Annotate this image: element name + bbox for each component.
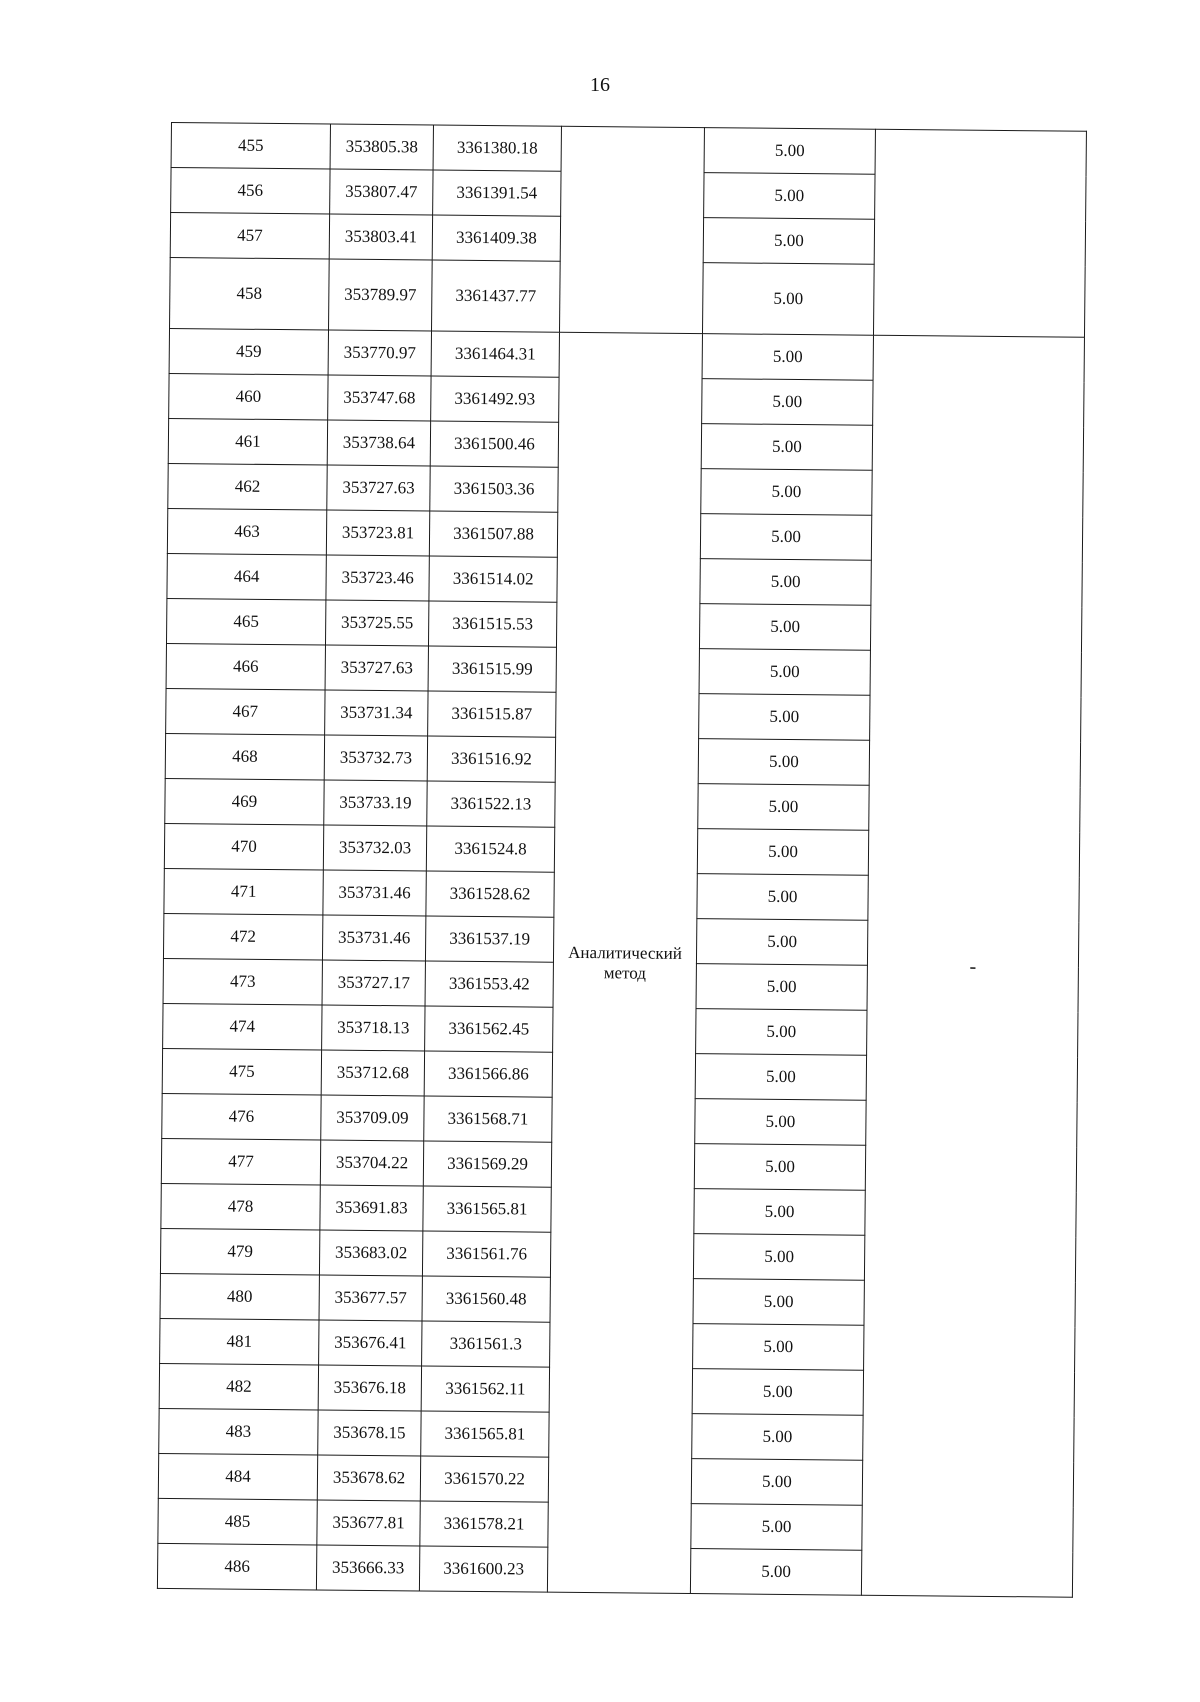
accuracy-cell: 5.00: [697, 829, 868, 876]
x-coordinate-cell: 353731.46: [323, 870, 426, 916]
accuracy-cell: 5.00: [695, 1099, 866, 1146]
x-coordinate-cell: 353718.13: [322, 1005, 425, 1051]
page-number: 16: [590, 74, 610, 96]
point-number-cell: 457: [170, 213, 329, 260]
y-coordinate-cell: 3361507.88: [429, 511, 557, 557]
accuracy-cell: 5.00: [700, 514, 871, 561]
point-number-cell: 460: [169, 373, 328, 420]
y-coordinate-cell: 3361515.99: [428, 646, 556, 692]
y-coordinate-cell: 3361514.02: [429, 556, 557, 602]
accuracy-cell: 5.00: [694, 1144, 865, 1191]
y-coordinate-cell: 3361515.87: [428, 691, 556, 737]
point-number-cell: 484: [158, 1453, 317, 1500]
point-number-cell: 459: [169, 328, 328, 375]
accuracy-cell: 5.00: [699, 649, 870, 696]
accuracy-cell: 5.00: [695, 1054, 866, 1101]
accuracy-cell: 5.00: [692, 1369, 863, 1416]
x-coordinate-cell: 353738.64: [327, 420, 430, 466]
point-number-cell: 483: [159, 1408, 318, 1455]
point-number-cell: 465: [166, 598, 325, 645]
note-cell: -: [861, 335, 1084, 1597]
point-number-cell: 463: [167, 508, 326, 555]
y-coordinate-cell: 3361503.36: [430, 466, 558, 512]
point-number-cell: 470: [164, 823, 323, 870]
point-number-cell: 482: [159, 1363, 318, 1410]
accuracy-cell: 5.00: [692, 1414, 863, 1461]
point-number-cell: 464: [167, 553, 326, 600]
y-coordinate-cell: 3361524.8: [426, 826, 554, 872]
x-coordinate-cell: 353731.34: [325, 690, 428, 736]
y-coordinate-cell: 3361560.48: [422, 1276, 550, 1322]
accuracy-cell: 5.00: [690, 1549, 861, 1596]
y-coordinate-cell: 3361600.23: [419, 1546, 547, 1592]
accuracy-cell: 5.00: [704, 173, 875, 220]
y-coordinate-cell: 3361409.38: [432, 215, 560, 261]
accuracy-cell: 5.00: [693, 1279, 864, 1326]
point-number-cell: 471: [164, 868, 323, 915]
y-coordinate-cell: 3361561.3: [422, 1321, 550, 1367]
point-number-cell: 456: [171, 168, 330, 215]
accuracy-cell: 5.00: [702, 379, 873, 426]
y-coordinate-cell: 3361380.18: [433, 125, 561, 171]
x-coordinate-cell: 353691.83: [320, 1185, 423, 1231]
y-coordinate-cell: 3361553.42: [425, 961, 553, 1007]
y-coordinate-cell: 3361561.76: [422, 1231, 550, 1277]
y-coordinate-cell: 3361522.13: [427, 781, 555, 827]
accuracy-cell: 5.00: [703, 218, 874, 265]
y-coordinate-cell: 3361570.22: [420, 1456, 548, 1502]
y-coordinate-cell: 3361562.45: [425, 1006, 553, 1052]
point-number-cell: 462: [168, 463, 327, 510]
point-number-cell: 474: [163, 1003, 322, 1050]
accuracy-cell: 5.00: [696, 919, 867, 966]
y-coordinate-cell: 3361565.81: [423, 1186, 551, 1232]
x-coordinate-cell: 353805.38: [330, 124, 433, 170]
x-coordinate-cell: 353770.97: [328, 330, 431, 376]
x-coordinate-cell: 353732.73: [324, 735, 427, 781]
x-coordinate-cell: 353725.55: [325, 600, 428, 646]
x-coordinate-cell: 353727.63: [327, 465, 430, 511]
x-coordinate-cell: 353807.47: [330, 169, 433, 215]
y-coordinate-cell: 3361516.92: [427, 736, 555, 782]
accuracy-cell: 5.00: [694, 1189, 865, 1236]
point-number-cell: 485: [158, 1498, 317, 1545]
coordinates-table-body: [157, 123, 1086, 1598]
coordinates-table: [157, 122, 1087, 1598]
x-coordinate-cell: 353709.09: [321, 1095, 424, 1141]
x-coordinate-cell: 353747.68: [328, 375, 431, 421]
accuracy-cell: 5.00: [701, 469, 872, 516]
point-number-cell: 480: [160, 1273, 319, 1320]
accuracy-cell: 5.00: [698, 784, 869, 831]
y-coordinate-cell: 3361578.21: [420, 1501, 548, 1547]
y-coordinate-cell: 3361492.93: [431, 376, 559, 422]
y-coordinate-cell: 3361566.86: [424, 1051, 552, 1097]
accuracy-cell: 5.00: [691, 1504, 862, 1551]
accuracy-cell: 5.00: [699, 694, 870, 741]
accuracy-cell: 5.00: [698, 739, 869, 786]
y-coordinate-cell: 3361464.31: [431, 331, 559, 377]
y-coordinate-cell: 3361528.62: [426, 871, 554, 917]
x-coordinate-cell: 353712.68: [321, 1050, 424, 1096]
x-coordinate-cell: 353678.62: [317, 1455, 420, 1501]
x-coordinate-cell: 353677.81: [317, 1500, 420, 1546]
accuracy-cell: 5.00: [699, 604, 870, 651]
accuracy-cell: 5.00: [691, 1459, 862, 1506]
y-coordinate-cell: 3361565.81: [421, 1411, 549, 1457]
x-coordinate-cell: 353678.15: [318, 1410, 421, 1456]
x-coordinate-cell: 353704.22: [320, 1140, 423, 1186]
accuracy-cell: 5.00: [702, 263, 874, 336]
y-coordinate-cell: 3361569.29: [423, 1141, 551, 1187]
point-number-cell: 468: [165, 733, 324, 780]
x-coordinate-cell: 353683.02: [319, 1230, 422, 1276]
note-cell: [873, 129, 1086, 337]
y-coordinate-cell: 3361391.54: [433, 170, 561, 216]
point-number-cell: 455: [171, 123, 330, 170]
accuracy-cell: 5.00: [701, 424, 872, 471]
accuracy-cell: 5.00: [704, 128, 875, 175]
accuracy-cell: 5.00: [697, 874, 868, 921]
y-coordinate-cell: 3361500.46: [430, 421, 558, 467]
y-coordinate-cell: 3361537.19: [425, 916, 553, 962]
accuracy-cell: 5.00: [696, 1009, 867, 1056]
method-cell: Аналитический метод: [547, 332, 702, 1593]
point-number-cell: 461: [168, 418, 327, 465]
x-coordinate-cell: 353677.57: [319, 1275, 422, 1321]
point-number-cell: 466: [166, 643, 325, 690]
x-coordinate-cell: 353727.17: [322, 960, 425, 1006]
accuracy-cell: 5.00: [696, 964, 867, 1011]
x-coordinate-cell: 353803.41: [329, 214, 432, 260]
x-coordinate-cell: 353676.18: [318, 1365, 421, 1411]
point-number-cell: 473: [163, 958, 322, 1005]
y-coordinate-cell: 3361562.11: [421, 1366, 549, 1412]
point-number-cell: 467: [166, 688, 325, 735]
y-coordinate-cell: 3361568.71: [424, 1096, 552, 1142]
x-coordinate-cell: 353733.19: [324, 780, 427, 826]
x-coordinate-cell: 353727.63: [325, 645, 428, 691]
x-coordinate-cell: 353723.81: [326, 510, 429, 556]
accuracy-cell: 5.00: [700, 559, 871, 606]
x-coordinate-cell: 353789.97: [329, 259, 433, 331]
x-coordinate-cell: 353732.03: [323, 825, 426, 871]
point-number-cell: 475: [162, 1048, 321, 1095]
x-coordinate-cell: 353723.46: [326, 555, 429, 601]
accuracy-cell: 5.00: [702, 334, 873, 381]
accuracy-cell: 5.00: [693, 1234, 864, 1281]
point-number-cell: 458: [170, 257, 330, 330]
point-number-cell: 477: [161, 1138, 320, 1185]
x-coordinate-cell: 353666.33: [316, 1545, 419, 1591]
point-number-cell: 469: [165, 778, 324, 825]
y-coordinate-cell: 3361515.53: [428, 601, 556, 647]
point-number-cell: 476: [162, 1093, 321, 1140]
x-coordinate-cell: 353676.41: [319, 1320, 422, 1366]
accuracy-cell: 5.00: [693, 1324, 864, 1371]
point-number-cell: 479: [160, 1228, 319, 1275]
point-number-cell: 478: [161, 1183, 320, 1230]
point-number-cell: 481: [160, 1318, 319, 1365]
y-coordinate-cell: 3361437.77: [432, 260, 561, 332]
point-number-cell: 486: [157, 1543, 316, 1590]
method-cell: [559, 126, 704, 333]
x-coordinate-cell: 353731.46: [322, 915, 425, 961]
point-number-cell: 472: [163, 913, 322, 960]
